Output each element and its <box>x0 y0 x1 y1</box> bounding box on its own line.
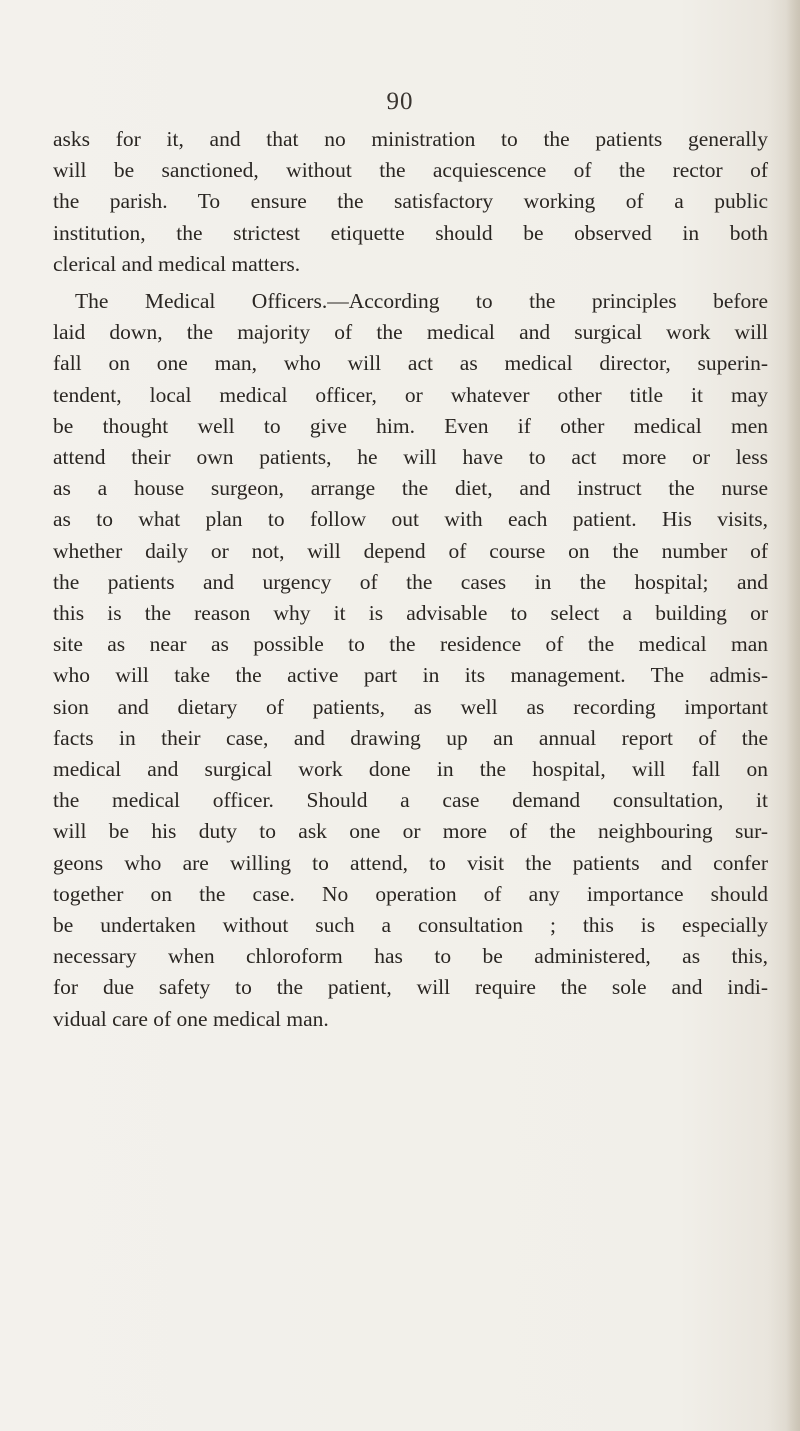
paragraph-1 <box>53 124 768 280</box>
text-line: medical and surgical work done in the hospital, will fall on <box>53 757 768 782</box>
text-line: the patients and urgency of the cases in the hospital; and <box>53 569 768 594</box>
text-line: attend their own patients, he will have to act more or less <box>53 445 768 470</box>
text-line: who will take the active part in its management. The admis- <box>53 663 768 688</box>
text-line: together on the case. No operation of any importance should <box>53 881 768 906</box>
paragraph-2 <box>53 286 768 1035</box>
text-line: laid down, the majority of the medical and surgical work will <box>53 320 768 345</box>
text-line: be thought well to give him. Even if other medical men <box>53 413 768 438</box>
text-line: clerical and medical matters. <box>53 251 301 276</box>
text-line: geons who are willing to attend, to visit the patients and confer <box>53 850 768 875</box>
text-line: institution, the strictest etiquette should be observed in both <box>53 220 768 245</box>
text-line: tendent, local medical officer, or whatever other title it may <box>53 382 768 407</box>
page-edge-shadow <box>786 0 800 1431</box>
text-line: be undertaken without such a consultation ; this is especially <box>53 913 768 938</box>
text-line: this is the reason why it is advisable to select a building or <box>53 601 768 626</box>
text-line: will be sanctioned, without the acquiescence of the rector of <box>53 158 768 183</box>
text-line: for due safety to the patient, will require the sole and indi- <box>53 975 768 1000</box>
text-line: the medical officer. Should a case demand consultation, it <box>53 788 768 813</box>
text-line: as to what plan to follow out with each patient. His visits, <box>53 507 768 532</box>
text-line: fall on one man, who will act as medical director, superin- <box>53 351 768 376</box>
body-text <box>53 124 768 1035</box>
text-line: necessary when chloroform has to be administered, as this, <box>53 944 768 969</box>
text-line: as a house surgeon, arrange the diet, and instruct the nurse <box>53 476 768 501</box>
text-line: whether daily or not, will depend of course on the number of <box>53 538 768 563</box>
page-number: 90 <box>386 88 414 115</box>
text-line: sion and dietary of patients, as well as recording important <box>53 694 768 719</box>
text-line: asks for it, and that no ministration to the patients generally <box>53 127 768 151</box>
text-line: facts in their case, and drawing up an annual report of the <box>53 725 768 750</box>
text-line: the parish. To ensure the satisfactory working of a public <box>53 189 768 214</box>
text-line: vidual care of one medical man. <box>53 1006 329 1031</box>
text-line: site as near as possible to the residence of the medical man <box>53 632 768 657</box>
text-line: The Medical Officers.—According to the principles before <box>75 289 768 314</box>
text-line: will be his duty to ask one or more of the neighbouring sur- <box>53 819 768 844</box>
